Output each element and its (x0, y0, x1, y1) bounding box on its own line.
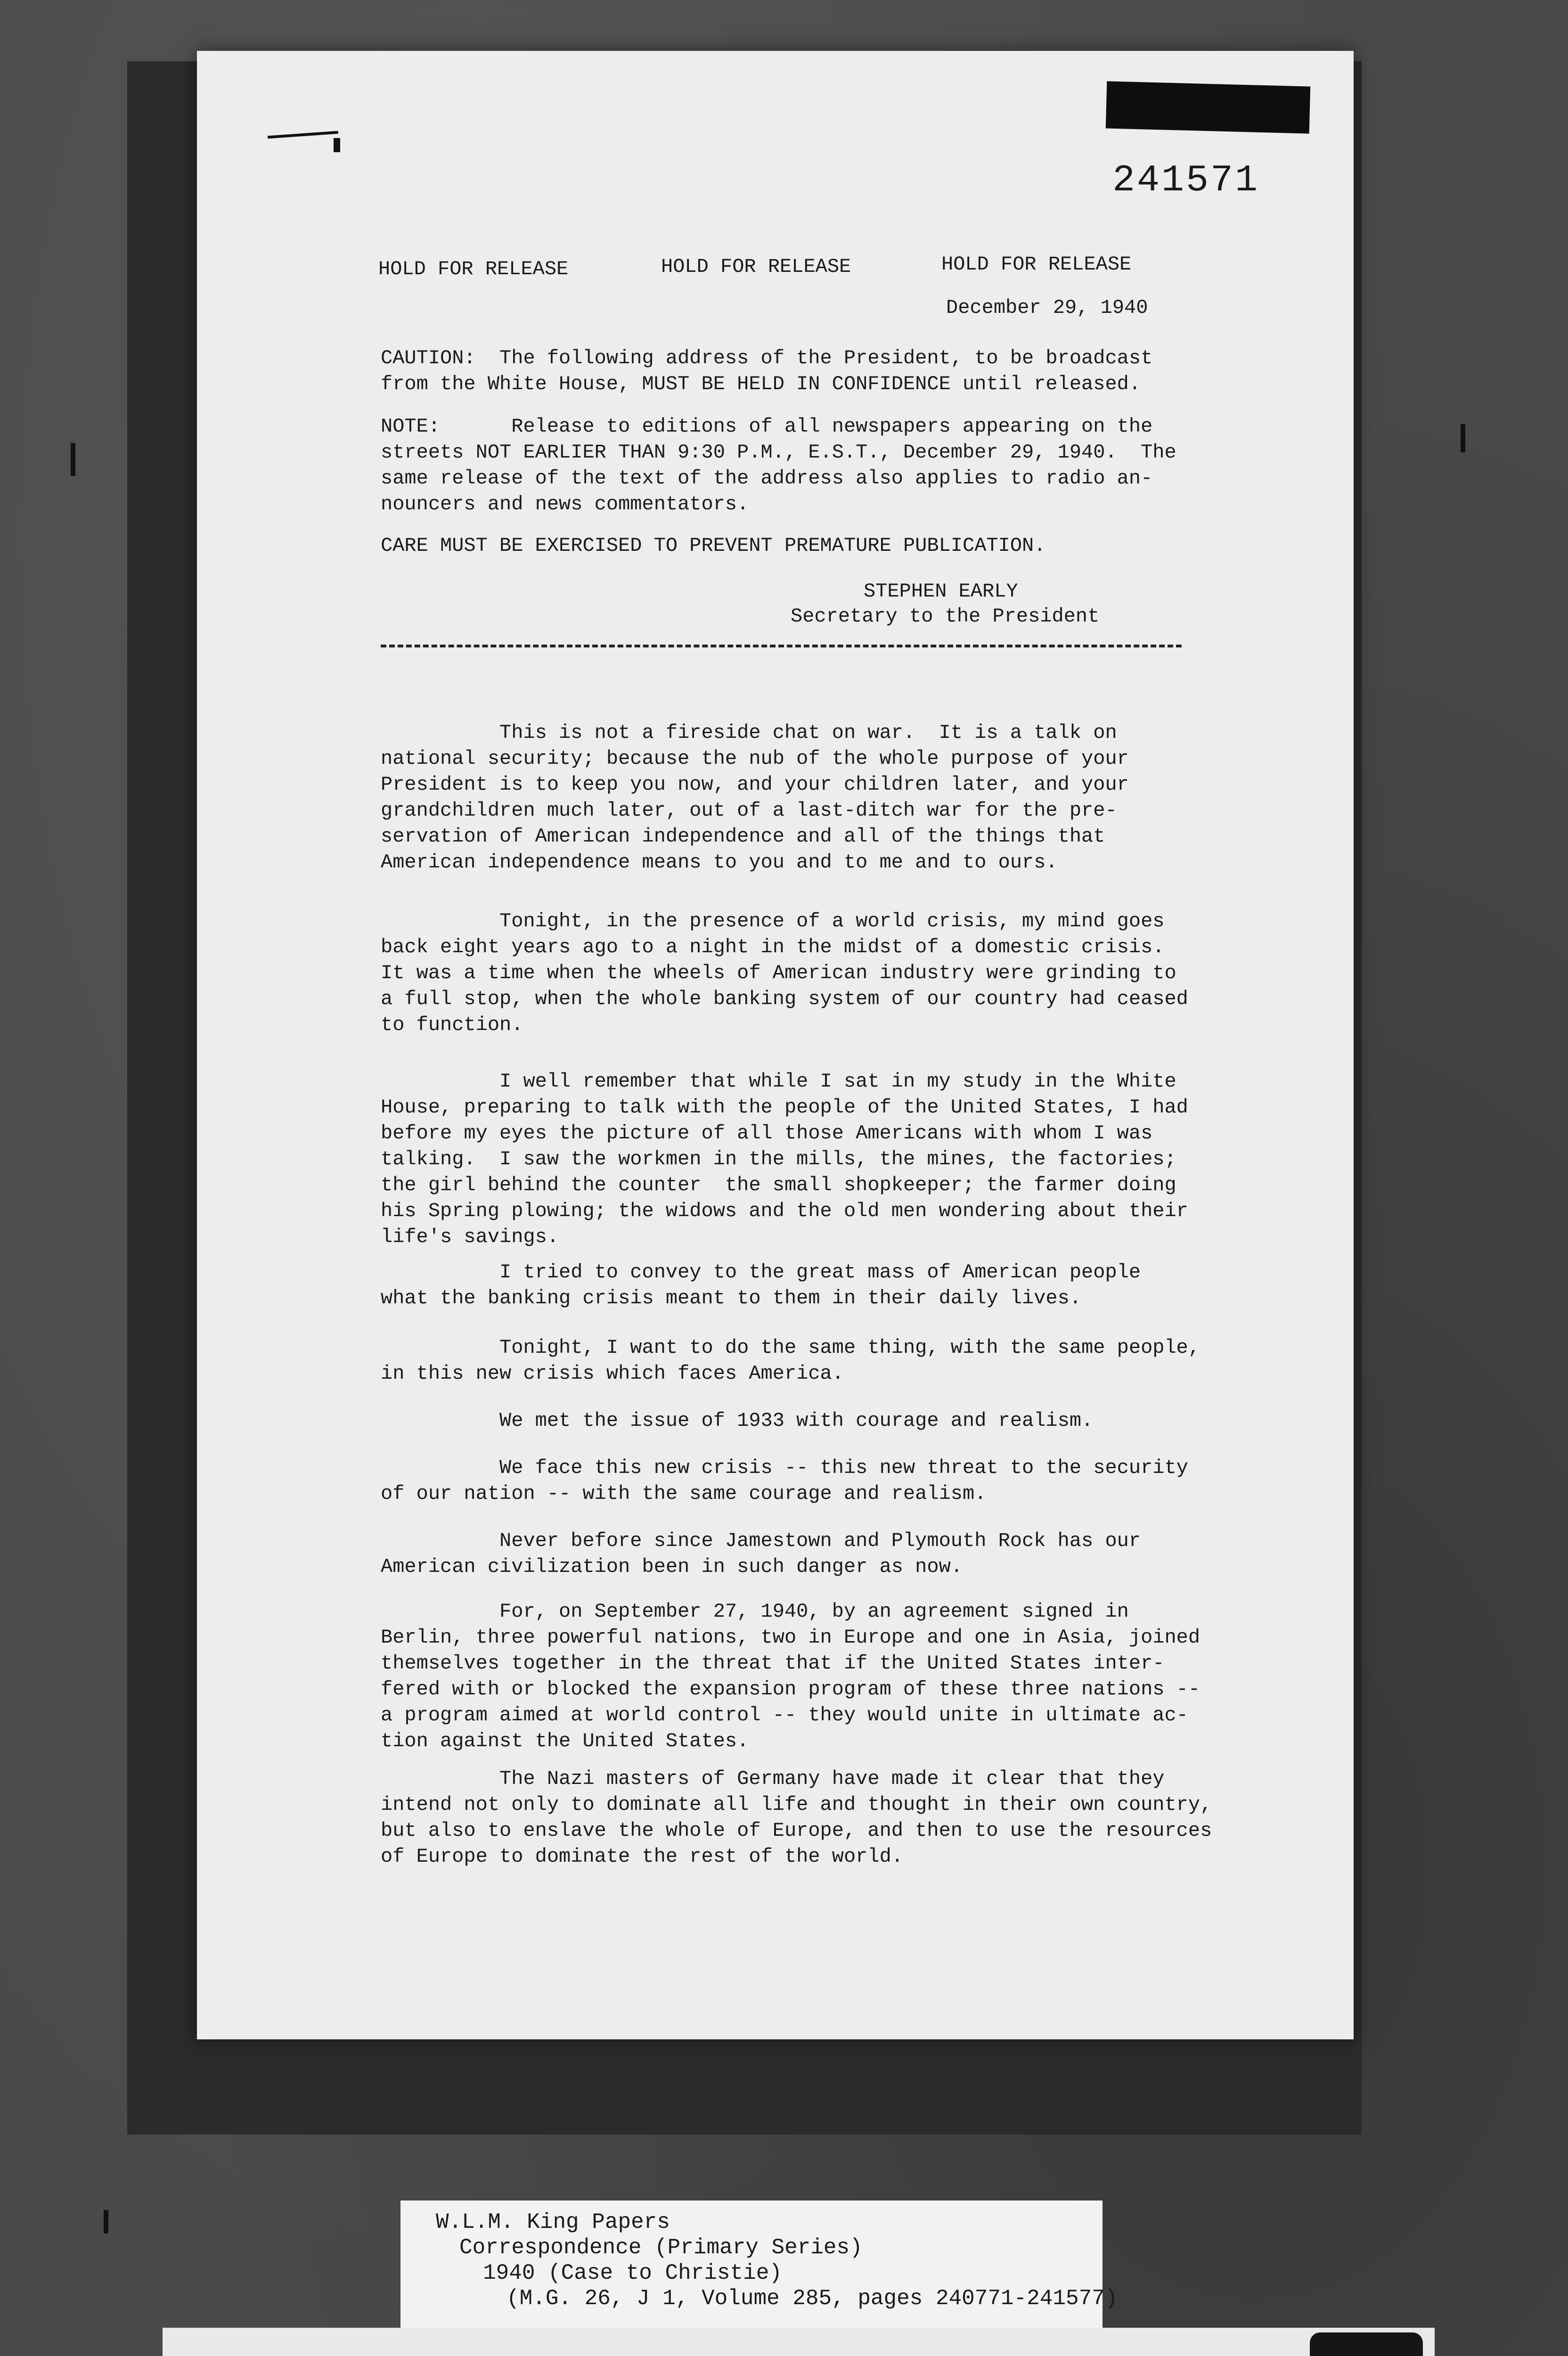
speech-paragraph: We met the issue of 1933 with courage and realism. (381, 1409, 1094, 1432)
label-range: 1940 (Case to Christie) (483, 2261, 782, 2285)
speech-paragraph: I tried to convey to the great mass of American people what the banking crisis meant to them in their daily lives. (381, 1261, 1141, 1309)
film-edge-mark (104, 2210, 108, 2233)
care-notice: CARE MUST BE EXERCISED TO PREVENT PREMATURE PUBLICATION. (381, 534, 1046, 557)
speech-paragraph: Never before since Jamestown and Plymouth Rock has our American civilization been in such danger as now. (381, 1530, 1141, 1578)
hold-release-right: HOLD FOR RELEASE (941, 253, 1132, 276)
release-date: December 29, 1940 (946, 296, 1148, 319)
label-collection: W.L.M. King Papers (436, 2210, 670, 2234)
archive-label (400, 2201, 1118, 2328)
speech-paragraph: Tonight, in the presence of a world crisis, my mind goes back eight years ago to a night in the midst of a domestic crisis. It was a time when the wheels of American industry were grinding to a full stop, when the whole banking system of our country had ceased to function. (381, 910, 1188, 1036)
redaction-bar (1106, 81, 1310, 133)
ink-mark (334, 138, 340, 152)
speech-paragraph: I well remember that while I sat in my study in the White House, preparing to talk with the people of the United States, I had before my eyes the picture of all those Americans with whom I was talking. I saw the workmen in the mills, the mines, the factories; the girl behind the counter the small shopkeeper; the farmer doing his Spring plowing; the widows and the old men wondering about their life's savings. (381, 1070, 1188, 1248)
caution-notice: CAUTION: The following address of the President, to be broadcast from the White House, MUST BE HELD IN CONFIDENCE until released. (381, 347, 1153, 395)
hold-release-left: HOLD FOR RELEASE (378, 258, 569, 280)
archives-banner (163, 2328, 1435, 2356)
signer-title: Secretary to the President (791, 605, 1100, 628)
archives-logo-icon (1310, 2332, 1423, 2356)
signer-name: STEPHEN EARLY (864, 580, 1018, 603)
speech-paragraph: For, on September 27, 1940, by an agreement signed in Berlin, three powerful nations, two in Europe and one in Asia, joined themselves together in the threat that if the United States inter- fered with or blocked the expansion program of these three nations -- a program aimed at world control -- they would unite in ultimate ac- tion against the United States. (381, 1600, 1200, 1752)
speech-paragraph: Tonight, I want to do the same thing, with the same people, in this new crisis which faces America. (381, 1336, 1200, 1385)
document-page (197, 51, 1354, 2039)
document-number: 241571 (1112, 159, 1259, 202)
hold-release-center: HOLD FOR RELEASE (661, 255, 851, 278)
release-note: NOTE: Release to editions of all newspapers appearing on the streets NOT EARLIER THAN 9:30 P.M., E.S.T., December 29, 1940. The same release of the text of the address also applies to radio an- nouncers and news commentators. (381, 415, 1176, 515)
label-series: Correspondence (Primary Series) (459, 2235, 863, 2260)
label-reference: (M.G. 26, J 1, Volume 285, pages 240771-241577) (506, 2286, 1118, 2311)
ink-mark (268, 131, 338, 139)
film-edge-mark (1461, 424, 1465, 452)
film-edge-mark (71, 443, 75, 476)
separator-dashes (381, 645, 1182, 647)
speech-paragraph: We face this new crisis -- this new threat to the security of our nation -- with the same courage and realism. (381, 1456, 1188, 1505)
speech-paragraph: This is not a fireside chat on war. It is a talk on national security; because the nub of the whole purpose of your President is to keep you now, and your children later, and your grandchildren much later, out of a last-ditch war for the pre- servation of American independence and all of the things that American independence means to you and to me and to ours. (381, 721, 1129, 874)
speech-paragraph: The Nazi masters of Germany have made it clear that they intend not only to dominate all life and thought in their own country, but also to enslave the whole of Europe, and then to use the resources of Europe to dominate the rest of the world. (381, 1767, 1212, 1868)
